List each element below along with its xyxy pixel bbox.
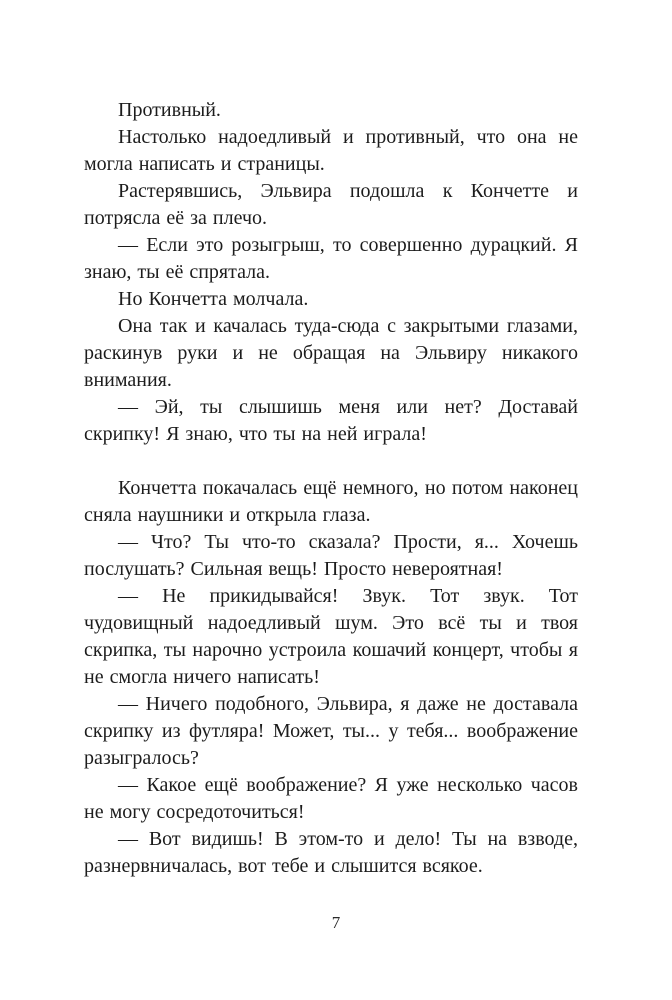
paragraph: — Какое ещё воображение? Я уже несколько часов не могу сосредоточиться! <box>84 774 578 823</box>
paragraph: Но Кончетта молчала. <box>118 288 309 310</box>
paragraph: — Эй, ты слышишь меня или нет? Доставай скрипку! Я знаю, что ты на ней играла! <box>84 396 578 445</box>
paragraph: — Что? Ты что-то сказала? Прости, я... Хочешь послушать? Сильная вещь! Просто невероятная! <box>84 531 578 580</box>
paragraph: Противный. <box>118 99 221 121</box>
paragraph: Растерявшись, Эльвира подошла к Кончетте и потрясла её за плечо. <box>84 180 578 229</box>
paragraph: — Ничего подобного, Эльвира, я даже не доставала скрипку из футляра! Может, ты... у тебя... воображение разыгралось? <box>84 693 578 769</box>
page-text-block <box>84 97 578 880</box>
paragraph: Она так и качалась туда-сюда с закрытыми глазами, раскинув руки и не обращая на Эльвиру никакого внимания. <box>84 315 578 391</box>
page-number: 7 <box>331 913 341 932</box>
paragraph: — Не прикидывайся! Звук. Тот звук. Тот чудовищный надоедливый шум. Это всё ты и твоя скрипка, ты нарочно устроила кошачий концерт, чтобы я не смогла ничего написать! <box>84 585 578 688</box>
paragraph: — Если это розыгрыш, то совершенно дурацкий. Я знаю, ты её спрятала. <box>84 234 578 283</box>
paragraph: Настолько надоедливый и противный, что она не могла написать и страницы. <box>84 126 578 175</box>
paragraph: — Вот видишь! В этом-то и дело! Ты на взводе, разнервничалась, вот тебе и слышится всякое. <box>84 828 578 877</box>
paragraph: Кончетта покачалась ещё немного, но потом наконец сняла наушники и открыла глаза. <box>84 477 578 526</box>
